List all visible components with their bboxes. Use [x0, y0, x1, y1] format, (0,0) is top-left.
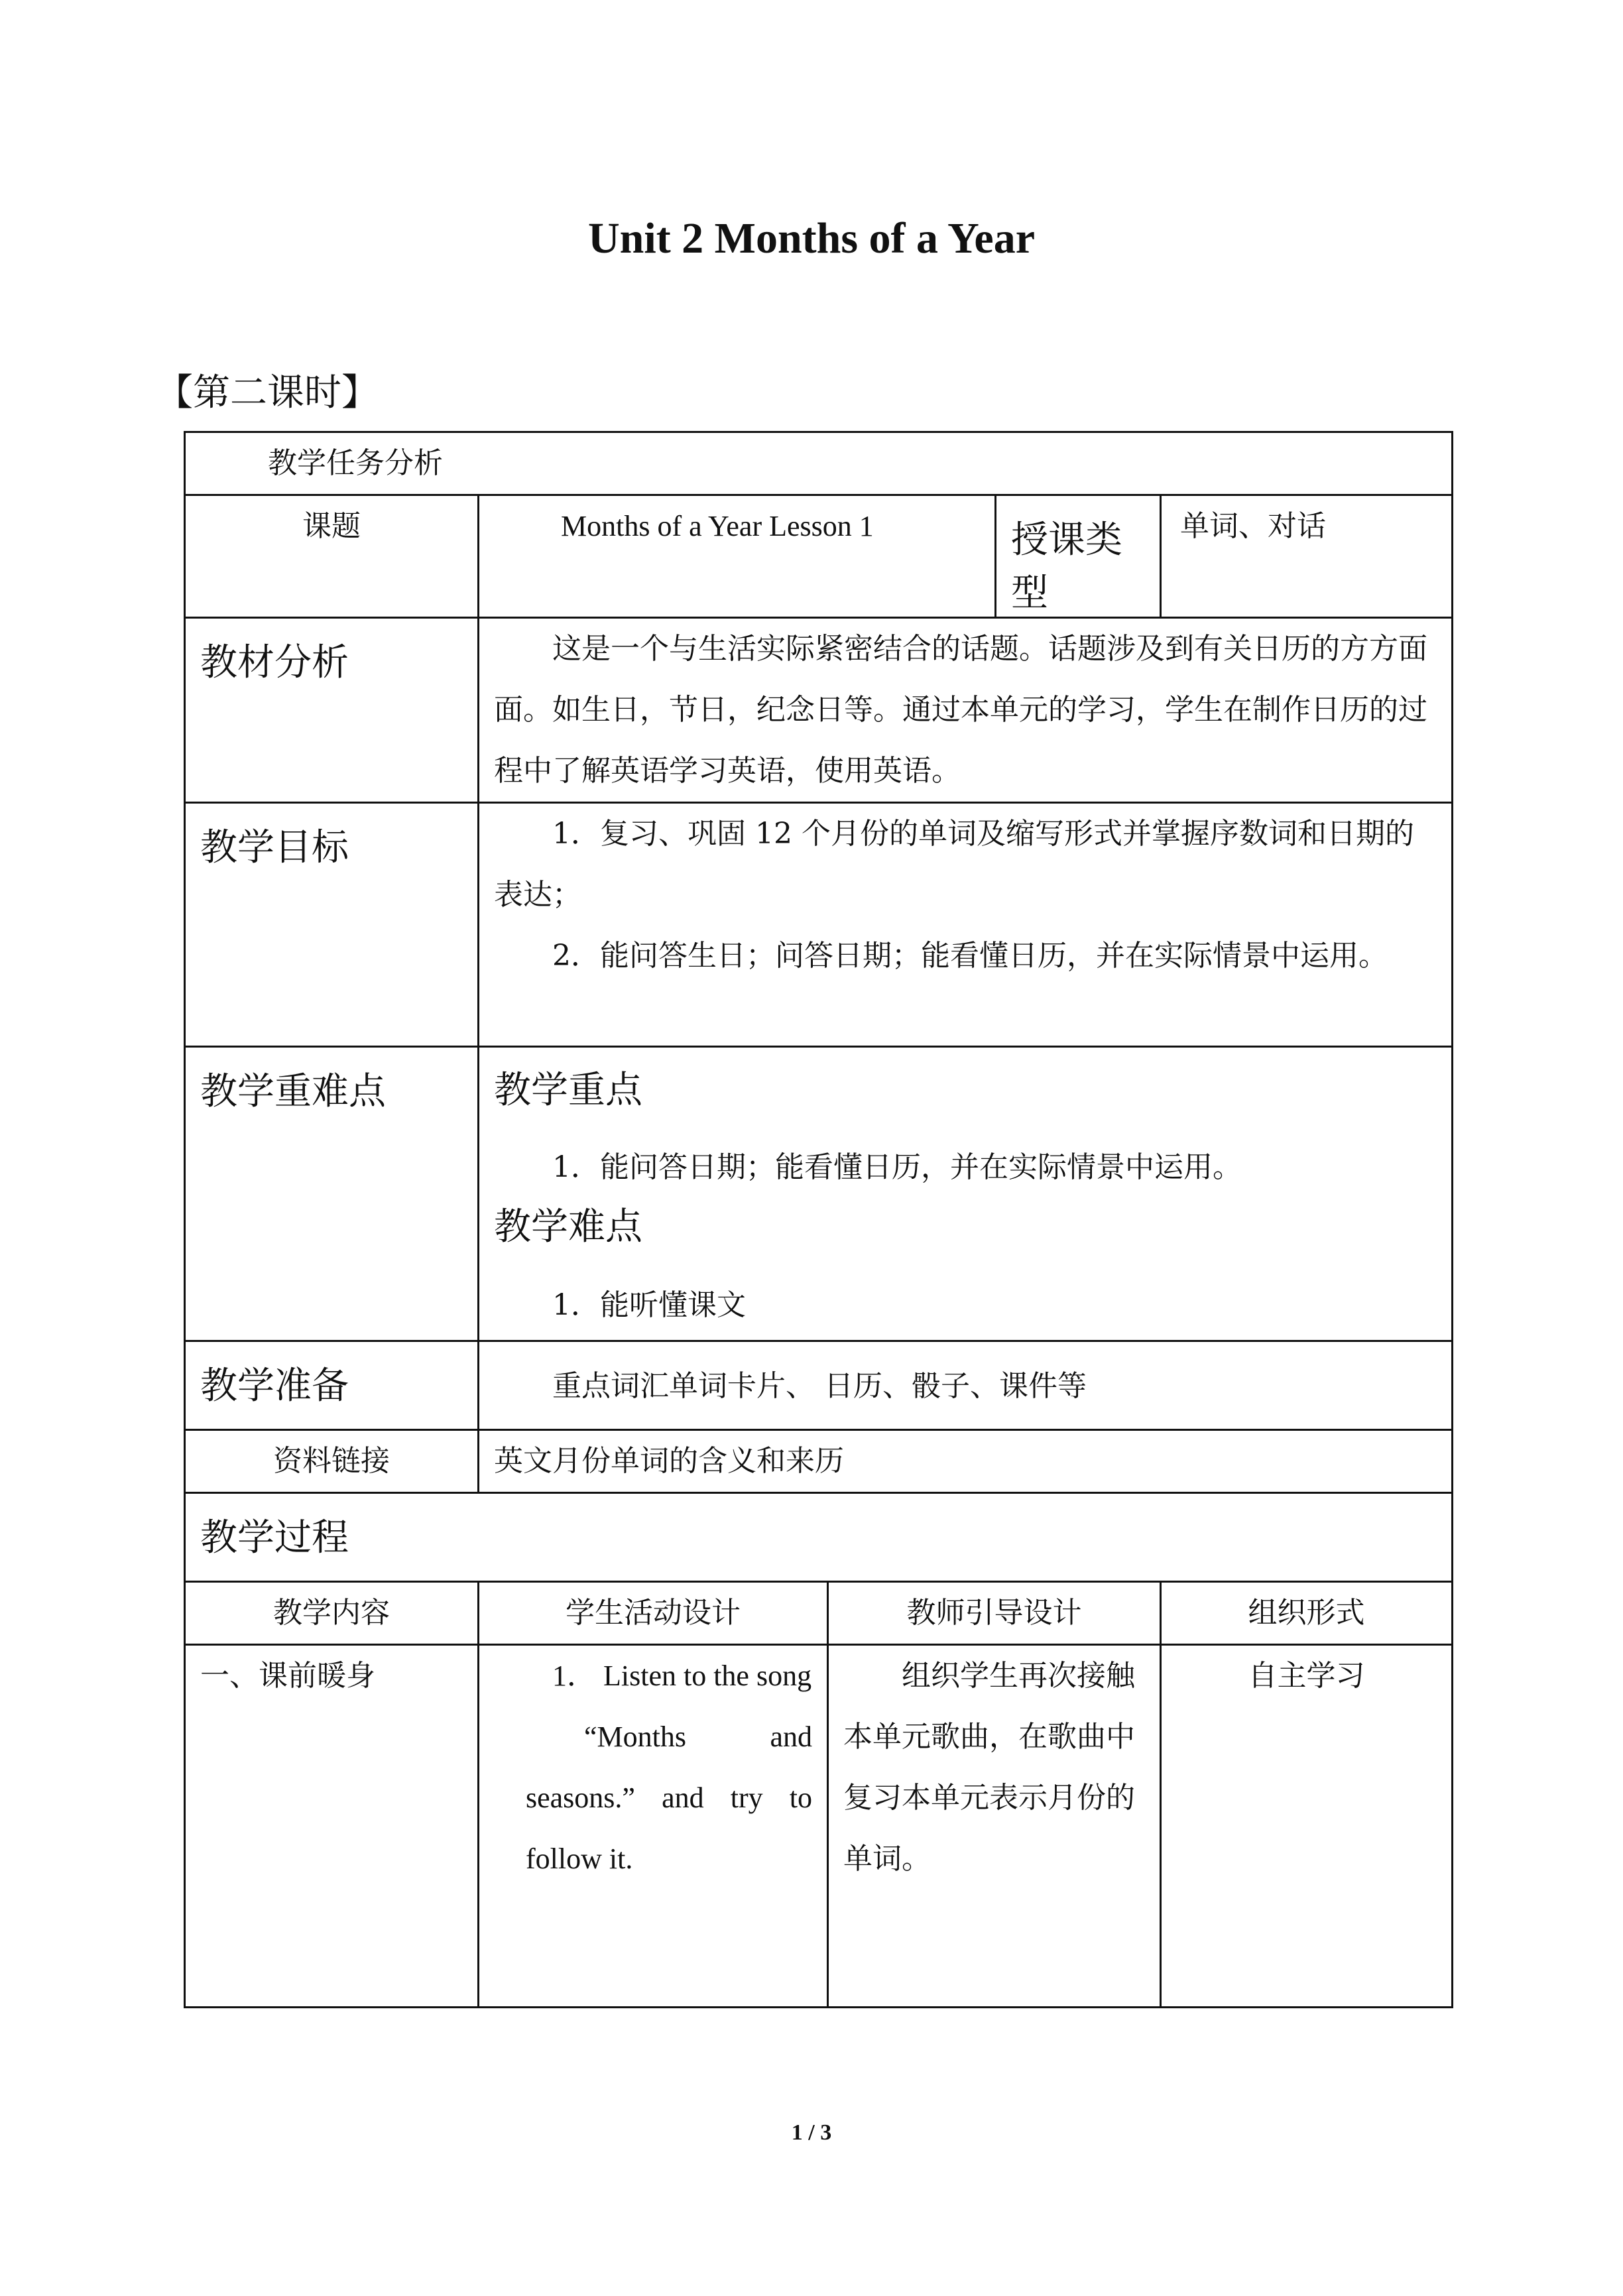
col-content-header: 教学内容: [185, 1582, 479, 1645]
resource-label: 资料链接: [185, 1430, 479, 1493]
prep-text: 重点词汇单词卡片、 日历、骰子、课件等: [479, 1341, 1453, 1430]
prep-label: 教学准备: [185, 1341, 479, 1430]
difficult-heading: 教学难点: [494, 1205, 642, 1248]
process-label: 教学过程: [185, 1493, 1453, 1582]
lesson-label: 【第二课时】: [156, 371, 379, 414]
topic-value: Months of a Year Lesson 1: [479, 495, 996, 618]
keypoints-label: 教学重难点: [185, 1047, 479, 1341]
process-row: [185, 1493, 1453, 1582]
topic-row: [185, 495, 1453, 618]
goals-cell: [479, 803, 1453, 1047]
row1-student-line-1: 1． Listen to the song: [552, 1660, 812, 1692]
goals-row: [185, 803, 1453, 1047]
keypoints-row: [185, 1047, 1453, 1341]
material-row: [185, 618, 1453, 803]
section-header-row: [185, 432, 1453, 495]
row1-teacher: 组织学生再次接触本单元歌曲，在歌曲中复习本单元表示月份的单词。: [828, 1645, 1161, 2008]
prep-row: [185, 1341, 1453, 1430]
keypoints-cell: [479, 1047, 1453, 1341]
row1-student: [479, 1645, 828, 2008]
process-row-1: [185, 1645, 1453, 2008]
key-heading: 教学重点: [494, 1069, 642, 1112]
goal-2: 2．能问答生日；问答日期；能看懂日历，并在实际情景中运用。: [552, 939, 1388, 973]
row1-student-line-2: “Months and seasons.” and try to follow it.: [526, 1721, 812, 1875]
col-student-header: 学生活动设计: [479, 1582, 828, 1645]
type-value: 单词、对话: [1161, 495, 1453, 618]
resource-text: 英文月份单词的含义和来历: [479, 1430, 1453, 1493]
row1-form: 自主学习: [1161, 1645, 1453, 2008]
lesson-plan-table: [184, 431, 1453, 2008]
goals-label: 教学目标: [185, 803, 479, 1047]
page-number: 1 / 3: [791, 2120, 832, 2145]
goal-1: 1．复习、巩固 12 个月份的单词及缩写形式并掌握序数词和日期的表达；: [494, 817, 1414, 912]
difficult-item: 1．能听懂课文: [552, 1288, 746, 1322]
topic-label: 课题: [185, 495, 479, 618]
col-teacher-header: 教师引导设计: [828, 1582, 1161, 1645]
resource-row: [185, 1430, 1453, 1493]
section-header: 教学任务分析: [185, 432, 1453, 495]
process-header-row: [185, 1582, 1453, 1645]
key-item: 1．能问答日期；能看懂日历，并在实际情景中运用。: [552, 1150, 1242, 1184]
material-text: 这是一个与生活实际紧密结合的话题。话题涉及到有关日历的方方面面。如生日，节日，纪念日等。通过本单元的学习，学生在制作日历的过程中了解英语学习英语，使用英语。: [479, 618, 1453, 803]
document-title: Unit 2 Months of a Year: [587, 214, 1036, 263]
col-form-header: 组织形式: [1161, 1582, 1453, 1645]
type-label: 授课类型: [996, 495, 1161, 618]
row1-content: 一、课前暖身: [185, 1645, 479, 2008]
material-label: 教材分析: [185, 618, 479, 803]
